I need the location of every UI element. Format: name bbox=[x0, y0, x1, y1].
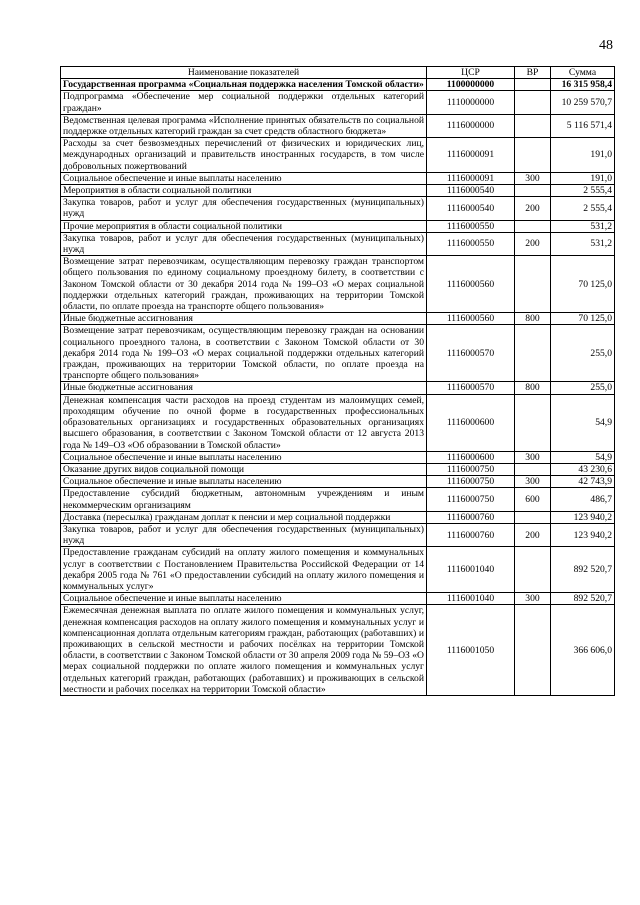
row-name-cell: Социальное обеспечение и иные выплаты населению bbox=[61, 172, 427, 184]
row-vr-cell bbox=[515, 79, 551, 91]
row-name-cell: Закупка товаров, работ и услуг для обеспечения государственных (муниципальных) нужд bbox=[61, 197, 427, 220]
row-vr-cell bbox=[515, 547, 551, 593]
row-name-cell: Расходы за счет безвозмездных перечислений от физических и юридических лиц, международных организаций и правительств иностранных государств, в том числе добровольных пожертвований bbox=[61, 138, 427, 173]
row-sum-cell: 892 520,7 bbox=[551, 547, 615, 593]
row-sum-cell: 366 606,0 bbox=[551, 605, 615, 696]
table-row bbox=[61, 220, 615, 232]
row-code-cell: 1116000550 bbox=[427, 232, 515, 255]
row-code-cell: 1110000000 bbox=[427, 91, 515, 114]
row-vr-cell bbox=[515, 185, 551, 197]
row-vr-cell: 800 bbox=[515, 382, 551, 394]
row-sum-cell: 70 125,0 bbox=[551, 313, 615, 325]
row-vr-cell bbox=[515, 511, 551, 523]
row-code-cell: 1116000550 bbox=[427, 220, 515, 232]
table-row bbox=[61, 394, 615, 451]
row-sum-cell: 42 743,9 bbox=[551, 476, 615, 488]
row-vr-cell: 200 bbox=[515, 523, 551, 546]
table-row bbox=[61, 114, 615, 137]
row-sum-cell: 43 230,6 bbox=[551, 463, 615, 475]
table-row bbox=[61, 463, 615, 475]
row-name-cell: Ежемесячная денежная выплата по оплате жилого помещения и коммунальных услуг, денежная компенсация расходов на оплату жилого помещения и коммунальных услуг и компенсационная доплата отдельным категориям граждан, работающих (работавших) и проживающих в сельской местности и рабочих посёлках на территории Томской области, в соответствии с Законом Томской области от 30 апреля 2009 года № 59–ОЗ «О мерах социальной поддержки по оплате жилого помещения и коммунальных услуг отдельных категорий граждан, работающих (работавших) и проживающих в сельской местности и рабочих поселках на территории Томской области» bbox=[61, 605, 427, 696]
row-vr-cell: 600 bbox=[515, 488, 551, 511]
row-name-cell: Предоставление субсидий бюджетным, автономным учреждениям и иным некоммерческим организациям bbox=[61, 488, 427, 511]
row-vr-cell: 200 bbox=[515, 197, 551, 220]
row-vr-cell bbox=[515, 256, 551, 313]
row-code-cell: 1100000000 bbox=[427, 79, 515, 91]
row-sum-cell: 191,0 bbox=[551, 138, 615, 173]
row-name-cell: Закупка товаров, работ и услуг для обеспечения государственных (муниципальных) нужд bbox=[61, 232, 427, 255]
row-name-cell: Социальное обеспечение и иные выплаты населению bbox=[61, 451, 427, 463]
row-name-cell: Денежная компенсация части расходов на проезд студентам из малоимущих семей, проходящим обучение по очной форме в государственных профессиональных образовательных организациях и государственных образовательных организациях высшего образования, в соответствии с Законом Томской области от 12 августа 2013 года № 149–ОЗ «Об образовании в Томской области» bbox=[61, 394, 427, 451]
row-sum-cell: 255,0 bbox=[551, 382, 615, 394]
row-code-cell: 1116000000 bbox=[427, 114, 515, 137]
header-name: Наименование показателей bbox=[61, 67, 427, 79]
row-name-cell: Возмещение затрат перевозчикам, осуществляющим перевозку граждан транспортом общего пользования по единому социальному проездному билету, в соответствии с Законом Томской области от 30 декабря 2014 года № 199–ОЗ «О мерах социальной поддержки отдельных категорий граждан, проживающих на территории Томской области, по оплате проезда на транспорте общего пользования» bbox=[61, 256, 427, 313]
row-sum-cell: 486,7 bbox=[551, 488, 615, 511]
row-code-cell: 1116000091 bbox=[427, 172, 515, 184]
row-code-cell: 1116000560 bbox=[427, 313, 515, 325]
table-row bbox=[61, 451, 615, 463]
table-row bbox=[61, 547, 615, 593]
row-sum-cell: 2 555,4 bbox=[551, 185, 615, 197]
row-name-cell: Государственная программа «Социальная поддержка населения Томской области» bbox=[61, 79, 427, 91]
header-sum: Сумма bbox=[551, 67, 615, 79]
row-sum-cell: 531,2 bbox=[551, 232, 615, 255]
row-code-cell: 1116000570 bbox=[427, 325, 515, 382]
table-header-row bbox=[61, 67, 615, 79]
table-row bbox=[61, 256, 615, 313]
header-vr: ВР bbox=[515, 67, 551, 79]
row-vr-cell: 200 bbox=[515, 232, 551, 255]
table-row bbox=[61, 325, 615, 382]
row-sum-cell: 70 125,0 bbox=[551, 256, 615, 313]
table-row bbox=[61, 172, 615, 184]
row-code-cell: 1116000560 bbox=[427, 256, 515, 313]
table-row bbox=[61, 313, 615, 325]
row-sum-cell: 5 116 571,4 bbox=[551, 114, 615, 137]
table-row bbox=[61, 488, 615, 511]
row-sum-cell: 531,2 bbox=[551, 220, 615, 232]
row-sum-cell: 123 940,2 bbox=[551, 523, 615, 546]
row-vr-cell: 300 bbox=[515, 593, 551, 605]
row-vr-cell bbox=[515, 325, 551, 382]
table-row bbox=[61, 593, 615, 605]
row-sum-cell: 16 315 958,4 bbox=[551, 79, 615, 91]
row-name-cell: Предоставление гражданам субсидий на оплату жилого помещения и коммунальных услуг в соответствии с Постановлением Правительства Российской Федерации от 14 декабря 2005 года № 761 «О предоставлении субсидий на оплату жилого помещения и коммунальных услуг» bbox=[61, 547, 427, 593]
table-row bbox=[61, 197, 615, 220]
row-vr-cell bbox=[515, 463, 551, 475]
row-name-cell: Социальное обеспечение и иные выплаты населению bbox=[61, 593, 427, 605]
row-code-cell: 1116000760 bbox=[427, 523, 515, 546]
row-vr-cell: 300 bbox=[515, 172, 551, 184]
row-name-cell: Ведомственная целевая программа «Исполнение принятых обязательств по социальной поддержке отдельных категорий граждан за счет средств областного бюджета» bbox=[61, 114, 427, 137]
row-vr-cell bbox=[515, 394, 551, 451]
row-code-cell: 1116001040 bbox=[427, 547, 515, 593]
row-name-cell: Социальное обеспечение и иные выплаты населению bbox=[61, 476, 427, 488]
row-code-cell: 1116001050 bbox=[427, 605, 515, 696]
row-name-cell: Подпрограмма «Обеспечение мер социальной поддержки отдельных категорий граждан» bbox=[61, 91, 427, 114]
row-vr-cell bbox=[515, 220, 551, 232]
row-name-cell: Прочие мероприятия в области социальной политики bbox=[61, 220, 427, 232]
row-name-cell: Иные бюджетные ассигнования bbox=[61, 382, 427, 394]
table-row bbox=[61, 185, 615, 197]
row-vr-cell: 300 bbox=[515, 451, 551, 463]
row-sum-cell: 191,0 bbox=[551, 172, 615, 184]
table-row bbox=[61, 511, 615, 523]
row-vr-cell bbox=[515, 138, 551, 173]
row-sum-cell: 892 520,7 bbox=[551, 593, 615, 605]
row-code-cell: 1116000091 bbox=[427, 138, 515, 173]
row-code-cell: 1116000600 bbox=[427, 451, 515, 463]
row-sum-cell: 10 259 570,7 bbox=[551, 91, 615, 114]
row-sum-cell: 54,9 bbox=[551, 394, 615, 451]
table-row bbox=[61, 138, 615, 173]
table-row bbox=[61, 79, 615, 91]
row-name-cell: Доставка (пересылка) гражданам доплат к пенсии и мер социальной поддержки bbox=[61, 511, 427, 523]
row-sum-cell: 2 555,4 bbox=[551, 197, 615, 220]
row-code-cell: 1116001040 bbox=[427, 593, 515, 605]
row-code-cell: 1116000750 bbox=[427, 463, 515, 475]
table-row bbox=[61, 382, 615, 394]
row-code-cell: 1116000750 bbox=[427, 476, 515, 488]
table-row bbox=[61, 523, 615, 546]
row-name-cell: Закупка товаров, работ и услуг для обеспечения государственных (муниципальных) нужд bbox=[61, 523, 427, 546]
row-vr-cell bbox=[515, 91, 551, 114]
row-name-cell: Иные бюджетные ассигнования bbox=[61, 313, 427, 325]
row-sum-cell: 54,9 bbox=[551, 451, 615, 463]
row-name-cell: Мероприятия в области социальной политики bbox=[61, 185, 427, 197]
row-sum-cell: 123 940,2 bbox=[551, 511, 615, 523]
row-code-cell: 1116000570 bbox=[427, 382, 515, 394]
row-code-cell: 1116000600 bbox=[427, 394, 515, 451]
row-vr-cell bbox=[515, 605, 551, 696]
row-code-cell: 1116000540 bbox=[427, 197, 515, 220]
table-row bbox=[61, 91, 615, 114]
row-vr-cell: 800 bbox=[515, 313, 551, 325]
row-vr-cell bbox=[515, 114, 551, 137]
row-vr-cell: 300 bbox=[515, 476, 551, 488]
row-code-cell: 1116000540 bbox=[427, 185, 515, 197]
page-number: 48 bbox=[599, 38, 613, 53]
header-code: ЦСР bbox=[427, 67, 515, 79]
table-row bbox=[61, 476, 615, 488]
budget-table bbox=[60, 66, 615, 696]
row-sum-cell: 255,0 bbox=[551, 325, 615, 382]
row-name-cell: Оказание других видов социальной помощи bbox=[61, 463, 427, 475]
table-row bbox=[61, 232, 615, 255]
row-name-cell: Возмещение затрат перевозчикам, осуществляющим перевозку граждан на основании социального проездного талона, в соответствии с Законом Томской области от 30 декабря 2014 года № 199–ОЗ «О мерах социальной поддержки отдельных категорий граждан, проживающих на территории Томской области, по оплате проезда на транспорте общего пользования» bbox=[61, 325, 427, 382]
row-code-cell: 1116000760 bbox=[427, 511, 515, 523]
table-row bbox=[61, 605, 615, 696]
row-code-cell: 1116000750 bbox=[427, 488, 515, 511]
